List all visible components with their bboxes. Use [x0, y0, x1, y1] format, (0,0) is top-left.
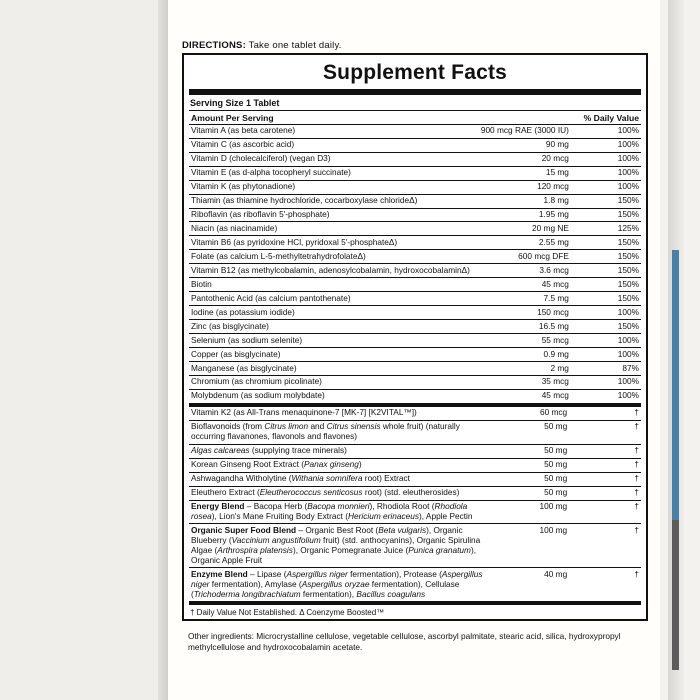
table-row: [189, 278, 641, 292]
header-amount-spacer: [479, 111, 575, 124]
row-name: Vitamin C (as ascorbic acid): [189, 138, 479, 152]
row-name: Thiamin (as thiamine hydrochloride, cocarboxylase chlorideΔ): [189, 194, 479, 208]
row-amount: 20 mcg: [479, 152, 575, 166]
label-face: [168, 0, 660, 700]
row-daily-value: 150%: [575, 264, 641, 278]
row-name: Biotin: [189, 278, 479, 292]
table-row: [189, 152, 641, 166]
table-row: [189, 486, 641, 500]
row-name: Vitamin K2 (as All-Trans menaquinone-7 [MK-7] [K2VITAL™]): [189, 407, 487, 420]
left-edge-shadow: [158, 0, 168, 700]
row-amount: 60 mcg: [487, 407, 573, 420]
row-amount: 2.55 mg: [479, 236, 575, 250]
row-amount: 7.5 mg: [479, 292, 575, 306]
row-daily-value: 125%: [575, 222, 641, 236]
blue-accent-stripe: [672, 250, 679, 520]
other-ingredients-text: Other ingredients: Microcrystalline cellulose, vegetable cellulose, ascorbyl palmitate, stearic acid, silica, hydroxypropyl methylcellulose and hydroxocobalamin acetate.: [188, 631, 621, 653]
row-daily-value: 100%: [575, 375, 641, 389]
table-row: [189, 524, 641, 568]
row-daily-value: †: [573, 407, 641, 420]
table-row: [189, 407, 641, 420]
row-name: Energy Blend – Bacopa Herb (Bacopa monnieri), Rhodiola Root (Rhodiola rosea), Lion's Mane Fruiting Body Extract (Hericium erinaceus), Apple Pectin: [189, 500, 487, 524]
row-daily-value: 150%: [575, 236, 641, 250]
row-name: Eleuthero Extract (Eleutherococcus senticosus root) (std. eleutherosides): [189, 486, 487, 500]
row-name: Vitamin A (as beta carotene): [189, 124, 479, 138]
row-name: Folate (as calcium L-5-methyltetrahydrofolateΔ): [189, 250, 479, 264]
row-amount: 50 mg: [487, 444, 573, 458]
row-daily-value: 100%: [575, 348, 641, 362]
nutrients-table: [189, 111, 641, 404]
row-daily-value: 150%: [575, 250, 641, 264]
row-daily-value: †: [573, 568, 641, 602]
row-name: Ashwagandha Witholytine (Withania somnifera root) Extract: [189, 472, 487, 486]
table-row: [189, 444, 641, 458]
table-header-row: [189, 111, 641, 124]
row-name: Enzyme Blend – Lipase (Aspergillus niger fermentation), Protease (Aspergillus niger fermentation), Amylase (Aspergillus oryzae fermentation), Cellulase (Trichoderma longibrachiatum fermentation), Bacillus coagulans: [189, 568, 487, 602]
table-row: [189, 194, 641, 208]
row-daily-value: 100%: [575, 180, 641, 194]
row-name: Bioflavonoids (from Citrus limon and Citrus sinensis whole fruit) (naturally occurring flavanones, flavonols and flavones): [189, 420, 487, 444]
row-name: Vitamin K (as phytonadione): [189, 180, 479, 194]
row-amount: 16.5 mg: [479, 320, 575, 334]
row-daily-value: 100%: [575, 124, 641, 138]
row-daily-value: 150%: [575, 194, 641, 208]
table-row: [189, 222, 641, 236]
table-row: [189, 306, 641, 320]
row-amount: 100 mg: [487, 524, 573, 568]
table-row: [189, 292, 641, 306]
directions-label: DIRECTIONS:: [182, 40, 246, 51]
row-name: Vitamin E (as d-alpha tocopheryl succinate): [189, 166, 479, 180]
row-amount: 50 mg: [487, 486, 573, 500]
row-daily-value: 150%: [575, 292, 641, 306]
directions-text: Take one tablet daily.: [248, 40, 342, 51]
row-name: Copper (as bisglycinate): [189, 348, 479, 362]
row-daily-value: †: [573, 500, 641, 524]
table-row: [189, 250, 641, 264]
row-name: Chromium (as chromium picolinate): [189, 375, 479, 389]
row-amount: 35 mcg: [479, 375, 575, 389]
row-amount: 900 mcg RAE (3000 IU): [479, 124, 575, 138]
table-row: [189, 420, 641, 444]
row-name: Vitamin B6 (as pyridoxine HCl, pyridoxal 5'-phosphateΔ): [189, 236, 479, 250]
row-amount: 120 mcg: [479, 180, 575, 194]
row-name: Vitamin B12 (as methylcobalamin, adenosylcobalamin, hydroxocobalaminΔ): [189, 264, 479, 278]
table-row: [189, 334, 641, 348]
row-daily-value: 100%: [575, 334, 641, 348]
other-ingredients-block: [182, 627, 644, 661]
table-row: [189, 362, 641, 376]
row-daily-value: †: [573, 458, 641, 472]
row-name: Niacin (as niacinamide): [189, 222, 479, 236]
row-daily-value: 150%: [575, 320, 641, 334]
serving-size: Serving Size 1 Tablet: [190, 98, 280, 108]
table-row: [189, 208, 641, 222]
row-amount: 40 mg: [487, 568, 573, 602]
row-amount: 45 mcg: [479, 278, 575, 292]
nutrient-rows: [189, 124, 641, 403]
row-name: Riboflavin (as riboflavin 5'-phosphate): [189, 208, 479, 222]
directions-line: [182, 40, 342, 51]
supplement-facts-panel: [182, 53, 648, 621]
blend-rows: [189, 407, 641, 602]
row-daily-value: 100%: [575, 166, 641, 180]
dark-accent-stripe: [672, 520, 679, 670]
table-row: [189, 124, 641, 138]
row-amount: 3.6 mcg: [479, 264, 575, 278]
header-amount: Amount Per Serving: [189, 111, 479, 124]
table-row: [189, 320, 641, 334]
row-daily-value: 100%: [575, 138, 641, 152]
left-page-edge: [0, 0, 168, 700]
row-daily-value: 100%: [575, 306, 641, 320]
row-amount: 2 mg: [479, 362, 575, 376]
table-row: [189, 236, 641, 250]
row-amount: 15 mg: [479, 166, 575, 180]
row-name: Algas calcareas (supplying trace minerals): [189, 444, 487, 458]
table-row: [189, 500, 641, 524]
row-name: Zinc (as bisglycinate): [189, 320, 479, 334]
panel-footnote: † Daily Value Not Established. Δ Coenzyme Boosted™: [190, 608, 385, 618]
row-amount: 90 mg: [479, 138, 575, 152]
row-daily-value: †: [573, 486, 641, 500]
row-name: Selenium (as sodium selenite): [189, 334, 479, 348]
blends-table: [189, 407, 641, 602]
row-name: Korean Ginseng Root Extract (Panax ginseng): [189, 458, 487, 472]
row-daily-value: 100%: [575, 389, 641, 403]
row-amount: 50 mg: [487, 420, 573, 444]
row-name: Organic Super Food Blend – Organic Best Root (Beta vulgaris), Organic Blueberry (Vaccinium angustifolium fruit) (std. anthocyanins), Organic Spirulina Algae (Arthrospira platensis), Organic Pomegranate Juice (Punica granatum), Organic Apple Fruit: [189, 524, 487, 568]
row-daily-value: 150%: [575, 278, 641, 292]
header-daily-value: % Daily Value: [575, 111, 641, 124]
row-amount: 150 mcg: [479, 306, 575, 320]
table-row: [189, 180, 641, 194]
row-daily-value: †: [573, 444, 641, 458]
table-row: [189, 264, 641, 278]
row-amount: 0.9 mg: [479, 348, 575, 362]
row-name: Molybdenum (as sodium molybdate): [189, 389, 479, 403]
row-name: Pantothenic Acid (as calcium pantothenate): [189, 292, 479, 306]
row-daily-value: †: [573, 420, 641, 444]
row-amount: 55 mcg: [479, 334, 575, 348]
row-daily-value: †: [573, 524, 641, 568]
right-page-edge: [660, 0, 700, 700]
table-row: [189, 375, 641, 389]
row-amount: 50 mg: [487, 472, 573, 486]
row-name: Manganese (as bisglycinate): [189, 362, 479, 376]
row-name: Vitamin D (cholecalciferol) (vegan D3): [189, 152, 479, 166]
row-daily-value: †: [573, 472, 641, 486]
row-daily-value: 150%: [575, 208, 641, 222]
table-row: [189, 568, 641, 602]
row-amount: 50 mg: [487, 458, 573, 472]
table-row: [189, 138, 641, 152]
row-amount: 600 mcg DFE: [479, 250, 575, 264]
row-name: Iodine (as potassium iodide): [189, 306, 479, 320]
table-row: [189, 472, 641, 486]
row-amount: 1.8 mg: [479, 194, 575, 208]
row-daily-value: 87%: [575, 362, 641, 376]
table-row: [189, 389, 641, 403]
table-row: [189, 458, 641, 472]
row-amount: 45 mcg: [479, 389, 575, 403]
row-amount: 20 mg NE: [479, 222, 575, 236]
row-daily-value: 100%: [575, 152, 641, 166]
table-row: [189, 166, 641, 180]
row-amount: 100 mg: [487, 500, 573, 524]
panel-title: Supplement Facts: [322, 61, 508, 84]
row-amount: 1.95 mg: [479, 208, 575, 222]
table-row: [189, 348, 641, 362]
